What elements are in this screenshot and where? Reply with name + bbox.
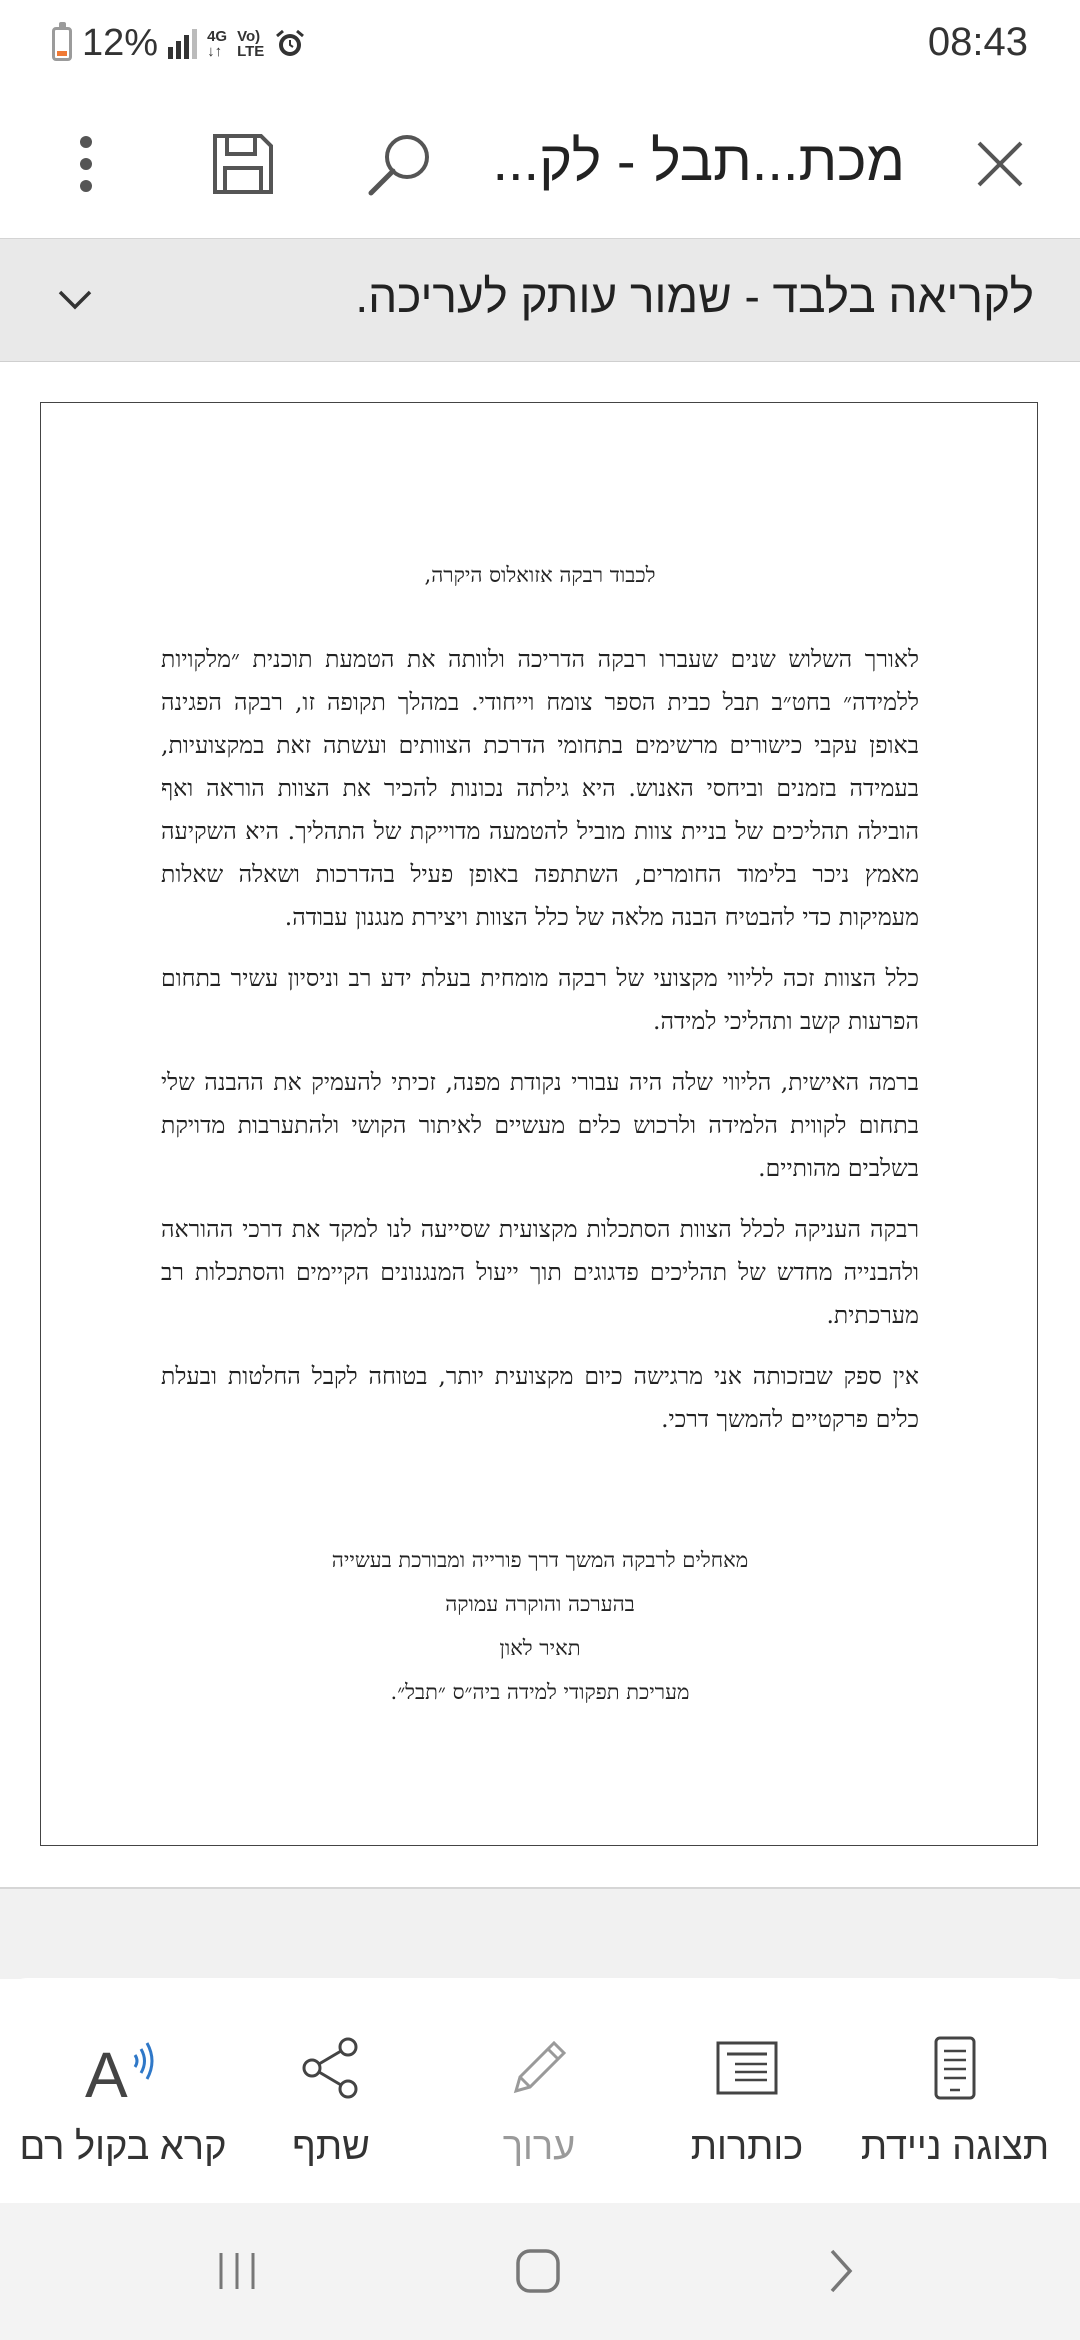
letter-greeting: לכבוד רבקה אזואלוס היקרה, [424,563,656,587]
letter-paragraph: לאורך השלוש שנים שעברו רבקה הדריכה ולוותה את הטמעת תוכנית ״מלקויות ללמידה״ בחט״ב תבל כבית הספר צומח וייחודי. במהלך תקופה זו, רבקה הפגינה באופן עקבי כישורים מרשימים בתחומי הדרכת הצוותים ועשתה זאת במקצועיות, בעמידה בזמנים וביחסי האנוש. היא גילתה נכונות להכיר את הצוות הוראה ואף הובילה תהליכים של בניית צוות מוביל להטמעה מדוייקת של התהליך. היא השקיעה מאמץ ניכר בלימוד החומרים, השתתפה באופן פעיל בהדרכות ושאלה שאלות מעמיקות כדי להבטיח הבנה מלאה של כלל הצוות ויצירת מנגנון עבודה. [161,645,919,931]
home-icon[interactable] [503,2241,573,2301]
letter-paragraph: רבקה העניקה לכלל הצוות הסתכלות מקצועית שסייעה לנו למקד את דרכי ההוראה ולהבנייה מחדש של תהליכים פדגוגים תוך ייעול המנגנונים הקיימים והסתכלות רב מערכתית. [161,1215,919,1329]
headings-label: כותרות [690,2126,804,2168]
system-navigation-bar [0,2203,1080,2340]
mobile-view-icon [850,2028,1060,2108]
recent-apps-icon[interactable] [202,2241,272,2301]
read-aloud-label: קרא בקול רם [19,2126,227,2168]
app-toolbar [0,88,1080,238]
data-arrows: ↓↑ [207,42,223,60]
document-title: מכת...תבל - לק... [492,129,905,192]
close-icon[interactable] [962,126,1038,202]
letter-paragraph: אין ספק שבזכותה אני מרגישה כיום מקצועית יותר, בטוחה לקבל החלטות ובעלת כלים פרקטיים להמשך דרכי. [161,1362,919,1433]
share-label: שתף [292,2126,370,2168]
headings-button[interactable] [642,2028,852,2172]
headings-icon [642,2028,852,2108]
status-indicators [52,22,306,65]
edit-label: ערוך [502,2126,576,2168]
svg-text:A: A [85,2039,128,2103]
network-type-label: 4G [207,27,228,45]
search-icon[interactable] [362,126,438,202]
read-only-banner[interactable] [0,238,1080,363]
share-button[interactable] [226,2028,436,2172]
signature-name: תאיר לאון [499,1636,581,1660]
document-viewer[interactable] [0,362,1080,1889]
document-page [40,402,1038,1846]
volte-icon [237,29,264,59]
signal-icon [168,29,197,59]
signature-title: מעריכת תפקודי למידה ביה״ס ״תבל״. [390,1680,690,1704]
closing-line: מאחלים לרבקה המשך דרך פורייה ומבורכת בעשייה [331,1548,749,1572]
battery-percent: 12% [82,22,159,64]
mobile-view-label: תצוגה ניידת [860,2126,1050,2168]
bottom-action-bar [0,1978,1080,2203]
more-options-icon[interactable] [48,126,124,202]
edit-pencil-icon [434,2028,644,2108]
read-only-message: לקריאה בלבד - שמור עותק לעריכה. [355,270,1034,322]
battery-icon [52,27,72,61]
read-aloud-icon [18,2028,228,2108]
chevron-down-icon[interactable] [50,275,100,325]
save-icon[interactable] [205,126,281,202]
volte-top-label: Vo) [237,27,261,45]
closing-line: בהערכה והוקרה עמוקה [445,1592,635,1616]
letter-paragraph: כלל הצוות זכה לליווי מקצועי של רבקה מומחית בעלת ידע רב וניסיון עשיר בתחום הפרעות קשב ותהליכי למידה. [161,964,919,1035]
share-icon [226,2028,436,2108]
clock: 08:43 [927,20,1028,64]
mobile-view-button[interactable] [850,2028,1060,2172]
status-bar [0,0,1080,88]
letter-body [161,638,919,1459]
letter-closing [161,1538,919,1714]
alarm-icon [274,28,306,60]
network-type-icon [207,29,227,59]
back-icon[interactable] [806,2241,876,2301]
read-aloud-button[interactable] [18,2028,228,2172]
volte-bottom-label: LTE [237,42,265,60]
viewer-background [0,1889,1080,1979]
edit-button[interactable] [434,2028,644,2172]
letter-paragraph: ברמה האישית, הליווי שלה היה עבורי נקודת מפנה, זכיתי להעמיק את ההבנה שלי בתחום לקווית הלמידה ולרכוש כלים מעשיים לאיתור הקושי ולהתערבות מדויקת בשלבים מהותיים. [161,1068,919,1182]
